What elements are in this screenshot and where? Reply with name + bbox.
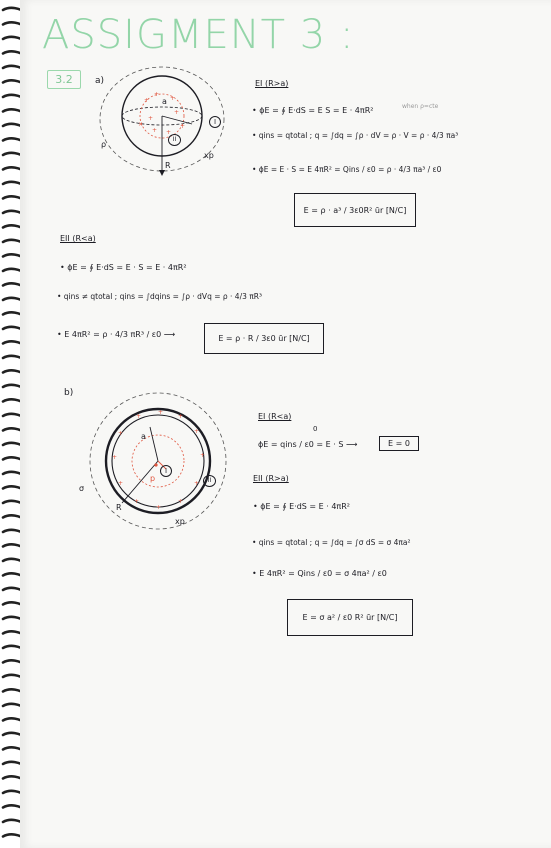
svg-text:+: + xyxy=(136,413,142,420)
part-b-point-p: p xyxy=(150,474,156,483)
part-b-region-1-marker: I xyxy=(160,465,172,477)
svg-text:+: + xyxy=(180,123,186,130)
part-a-outside-field: • ϕE = E · S = E 4πR² = Qins / ε0 = ρ · 4/3 πa³ / ε0 xyxy=(252,165,442,174)
part-a-radius-a: a xyxy=(162,97,167,106)
part-b-outer-point: xp xyxy=(175,517,185,526)
part-a-outside-charge: • qins = qtotal ; q = ∫dq = ∫ρ · dV = ρ · V = ρ · 4/3 πa³ xyxy=(252,131,459,140)
svg-text:+: + xyxy=(134,498,140,505)
part-a-inside-result: E = ρ · R / 3ε0 ūr [N/C] xyxy=(218,334,310,343)
part-a-outside-result-box xyxy=(294,193,416,227)
part-b-label: b) xyxy=(64,388,74,398)
svg-text:+: + xyxy=(174,109,180,116)
part-b-outside-flux: • ϕE = ∮ E·dS = E · 4πR² xyxy=(253,502,350,511)
part-b-region-2-marker: II xyxy=(203,475,216,487)
page-title: ASSIGMENT 3 : xyxy=(42,12,355,58)
part-b-inside-result: E = 0 xyxy=(388,439,410,448)
svg-text:+: + xyxy=(156,504,162,511)
svg-text:+: + xyxy=(200,452,206,459)
part-a-point-p: xp xyxy=(204,151,214,160)
part-a-region-2-marker: II xyxy=(168,134,181,146)
part-b-outside-field: • E 4πR² = Qins / ε0 = σ 4πa² / ε0 xyxy=(252,569,387,578)
svg-text:+: + xyxy=(178,413,184,420)
svg-text:×: × xyxy=(138,121,144,128)
part-b-outside-result-box xyxy=(287,599,413,636)
part-a-inside-result-box xyxy=(204,323,324,354)
part-b-surface-density: σ xyxy=(79,484,85,493)
part-b-inside-heading: EI (R<a) xyxy=(258,412,292,421)
part-a-outside-flux: • ϕE = ∮ E·dS = E S = E · 4πR² xyxy=(252,106,374,115)
part-a-inside-field: • E 4πR² = ρ · 4/3 πR³ / ε0 ⟶ xyxy=(57,330,176,339)
part-a-outside-heading: EI (R>a) xyxy=(255,79,289,88)
svg-text:+: + xyxy=(158,409,164,416)
svg-text:+: + xyxy=(166,129,172,136)
part-b-outside-heading: EII (R>a) xyxy=(253,474,289,483)
svg-text:+: + xyxy=(194,480,200,487)
svg-text:+: + xyxy=(178,498,184,505)
part-b-inside-field: ϕE = qins / ε0 = E · S ⟶ xyxy=(258,440,358,449)
section-badge: 3.2 xyxy=(47,70,81,89)
svg-text:+: + xyxy=(144,97,150,104)
part-a-inside-heading: EII (R<a) xyxy=(60,234,96,243)
part-a-radius-R: R xyxy=(165,161,171,170)
part-a-region-1-marker: I xyxy=(209,116,221,128)
svg-text:+: + xyxy=(118,430,124,437)
part-b-outside-charge: • qins = qtotal ; q = ∫dq = ∫σ dS = σ 4πa² xyxy=(252,538,411,547)
svg-text:+: + xyxy=(112,454,118,461)
svg-text:+: + xyxy=(170,95,176,102)
part-b-shell-diagram xyxy=(78,385,238,533)
svg-text:+: + xyxy=(148,115,154,122)
part-b-radius-R: R xyxy=(116,503,122,512)
part-a-constant-note: when ρ=cte xyxy=(402,103,439,110)
part-b-outside-result: E = σ a² / ε0 R² ūr [N/C] xyxy=(302,613,398,622)
svg-text:+: + xyxy=(194,428,200,435)
part-a-label: a) xyxy=(95,76,105,86)
part-b-inside-result-box xyxy=(379,436,419,451)
svg-text:+: + xyxy=(118,480,124,487)
part-a-inside-charge: • qins ≠ qtotal ; qins = ∫dqins = ∫ρ · dVq = ρ · 4/3 πR³ xyxy=(57,292,262,301)
svg-text:+: + xyxy=(152,127,158,134)
part-b-radius-a: a xyxy=(141,432,146,441)
part-a-inside-flux: • ϕE = ∮ E·dS = E · S = E · 4πR² xyxy=(60,263,187,272)
part-a-charge-density: ρ xyxy=(101,140,107,149)
svg-text:+: + xyxy=(154,91,160,98)
part-a-outside-result: E = ρ · a³ / 3ε0R² ūr [N/C] xyxy=(303,205,407,215)
part-b-zero-mark: 0 xyxy=(313,425,318,433)
